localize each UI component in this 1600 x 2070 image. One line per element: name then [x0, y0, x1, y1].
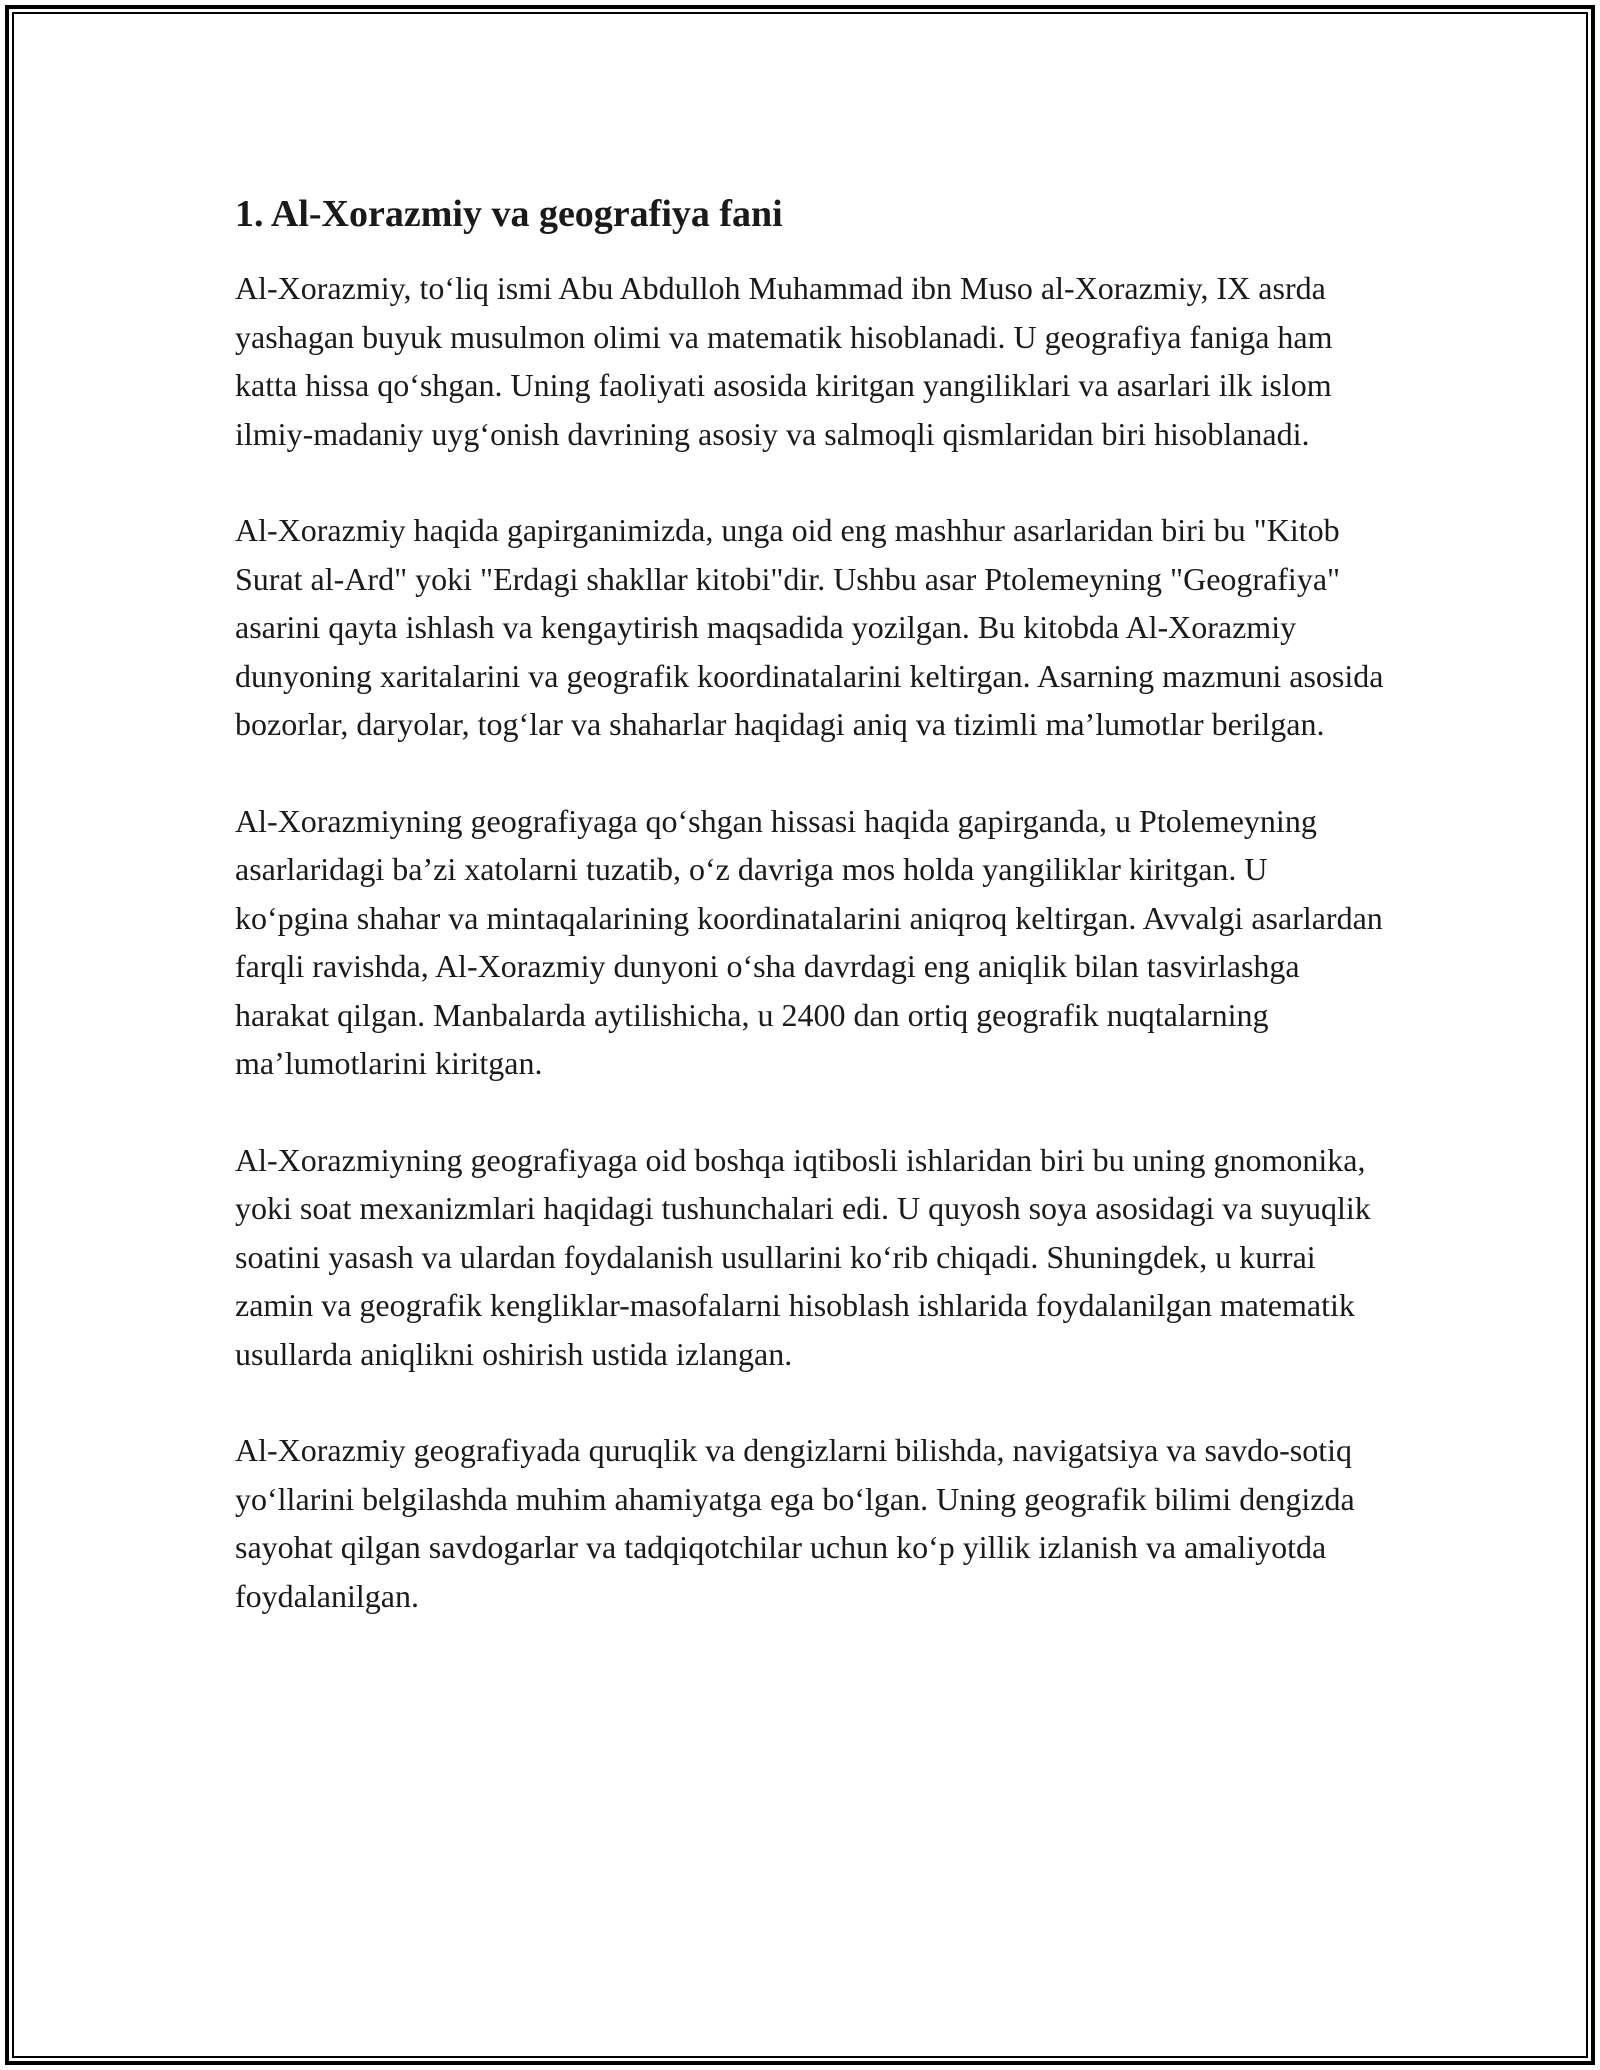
paragraph-2: Al-Xorazmiy haqida gapirganimizda, unga oid eng mashhur asarlaridan biri bu "Kitob Surat al-Ard" yoki "Erdagi shakllar kitobi"dir. Ushbu asar Ptolemeyning "Geografiya" asarini qayta ishlash va kengaytirish maqsadida yozilgan. Bu kitobda Al-Xorazmiy dunyoning xaritalarini va geografik koordinatalarini keltirgan. Asarning mazmuni asosida bozorlar, daryolar, tog‘lar va shaharlar haqidagi aniq va tizimli ma’lumotlar berilgan. [235, 512, 1384, 742]
paragraph-4: Al-Xorazmiyning geografiyaga oid boshqa iqtibosli ishlaridan biri bu uning gnomonika, yoki soat mexanizmlari haqidagi tushunchalari edi. U quyosh soya asosidagi va suyuqlik soatini yasash va ulardan foydalanish usullarini ko‘rib chiqadi. Shuningdek, u kurrai zamin va geografik kengliklar-masofalarni hisoblash ishlarida foydalanilgan matematik usullarda aniqlikni oshirish ustida izlangan. [235, 1141, 1371, 1372]
section-heading: 1. Al-Xorazmiy va geografiya fani [235, 193, 783, 235]
document-body [235, 186, 1385, 1668]
paragraph-1: Al-Xorazmiy, to‘liq ismi Abu Abdulloh Muhammad ibn Muso al-Xorazmiy, IX asrda yashagan buyuk musulmon olimi va matematik hisoblanadi. U geografiya faniga ham katta hissa qo‘shgan. Uning faoliyati asosida kiritgan yangiliklari va asarlari ilk islom ilmiy-madaniy uyg‘onish davrining asosiy va salmoqli qismlaridan biri hisoblanadi. [235, 270, 1333, 452]
paragraph-5: Al-Xorazmiy geografiyada quruqlik va dengizlarni bilishda, navigatsiya va savdo-sotiq yo‘llarini belgilashda muhim ahamiyatga ega bo‘lgan. Uning geografik bilimi dengizda sayohat qilgan savdogarlar va tadqiqotchilar uchun ko‘p yillik izlanish va amaliyotda foydalanilgan. [235, 1432, 1355, 1614]
paragraph-3: Al-Xorazmiyning geografiyaga qo‘shgan hissasi haqida gapirganda, u Ptolemeyning asarlaridagi ba’zi xatolarni tuzatib, o‘z davriga mos holda yangiliklar kiritgan. U ko‘pgina shahar va mintaqalarining koordinatalarini aniqroq keltirgan. Avvalgi asarlardan farqli ravishda, Al-Xorazmiy dunyoni o‘sha davrdagi eng aniqlik bilan tasvirlashga harakat qilgan. Manbalarda aytilishicha, u 2400 dan ortiq geografik nuqtalarning ma’lumotlarini kiritgan. [235, 802, 1383, 1081]
